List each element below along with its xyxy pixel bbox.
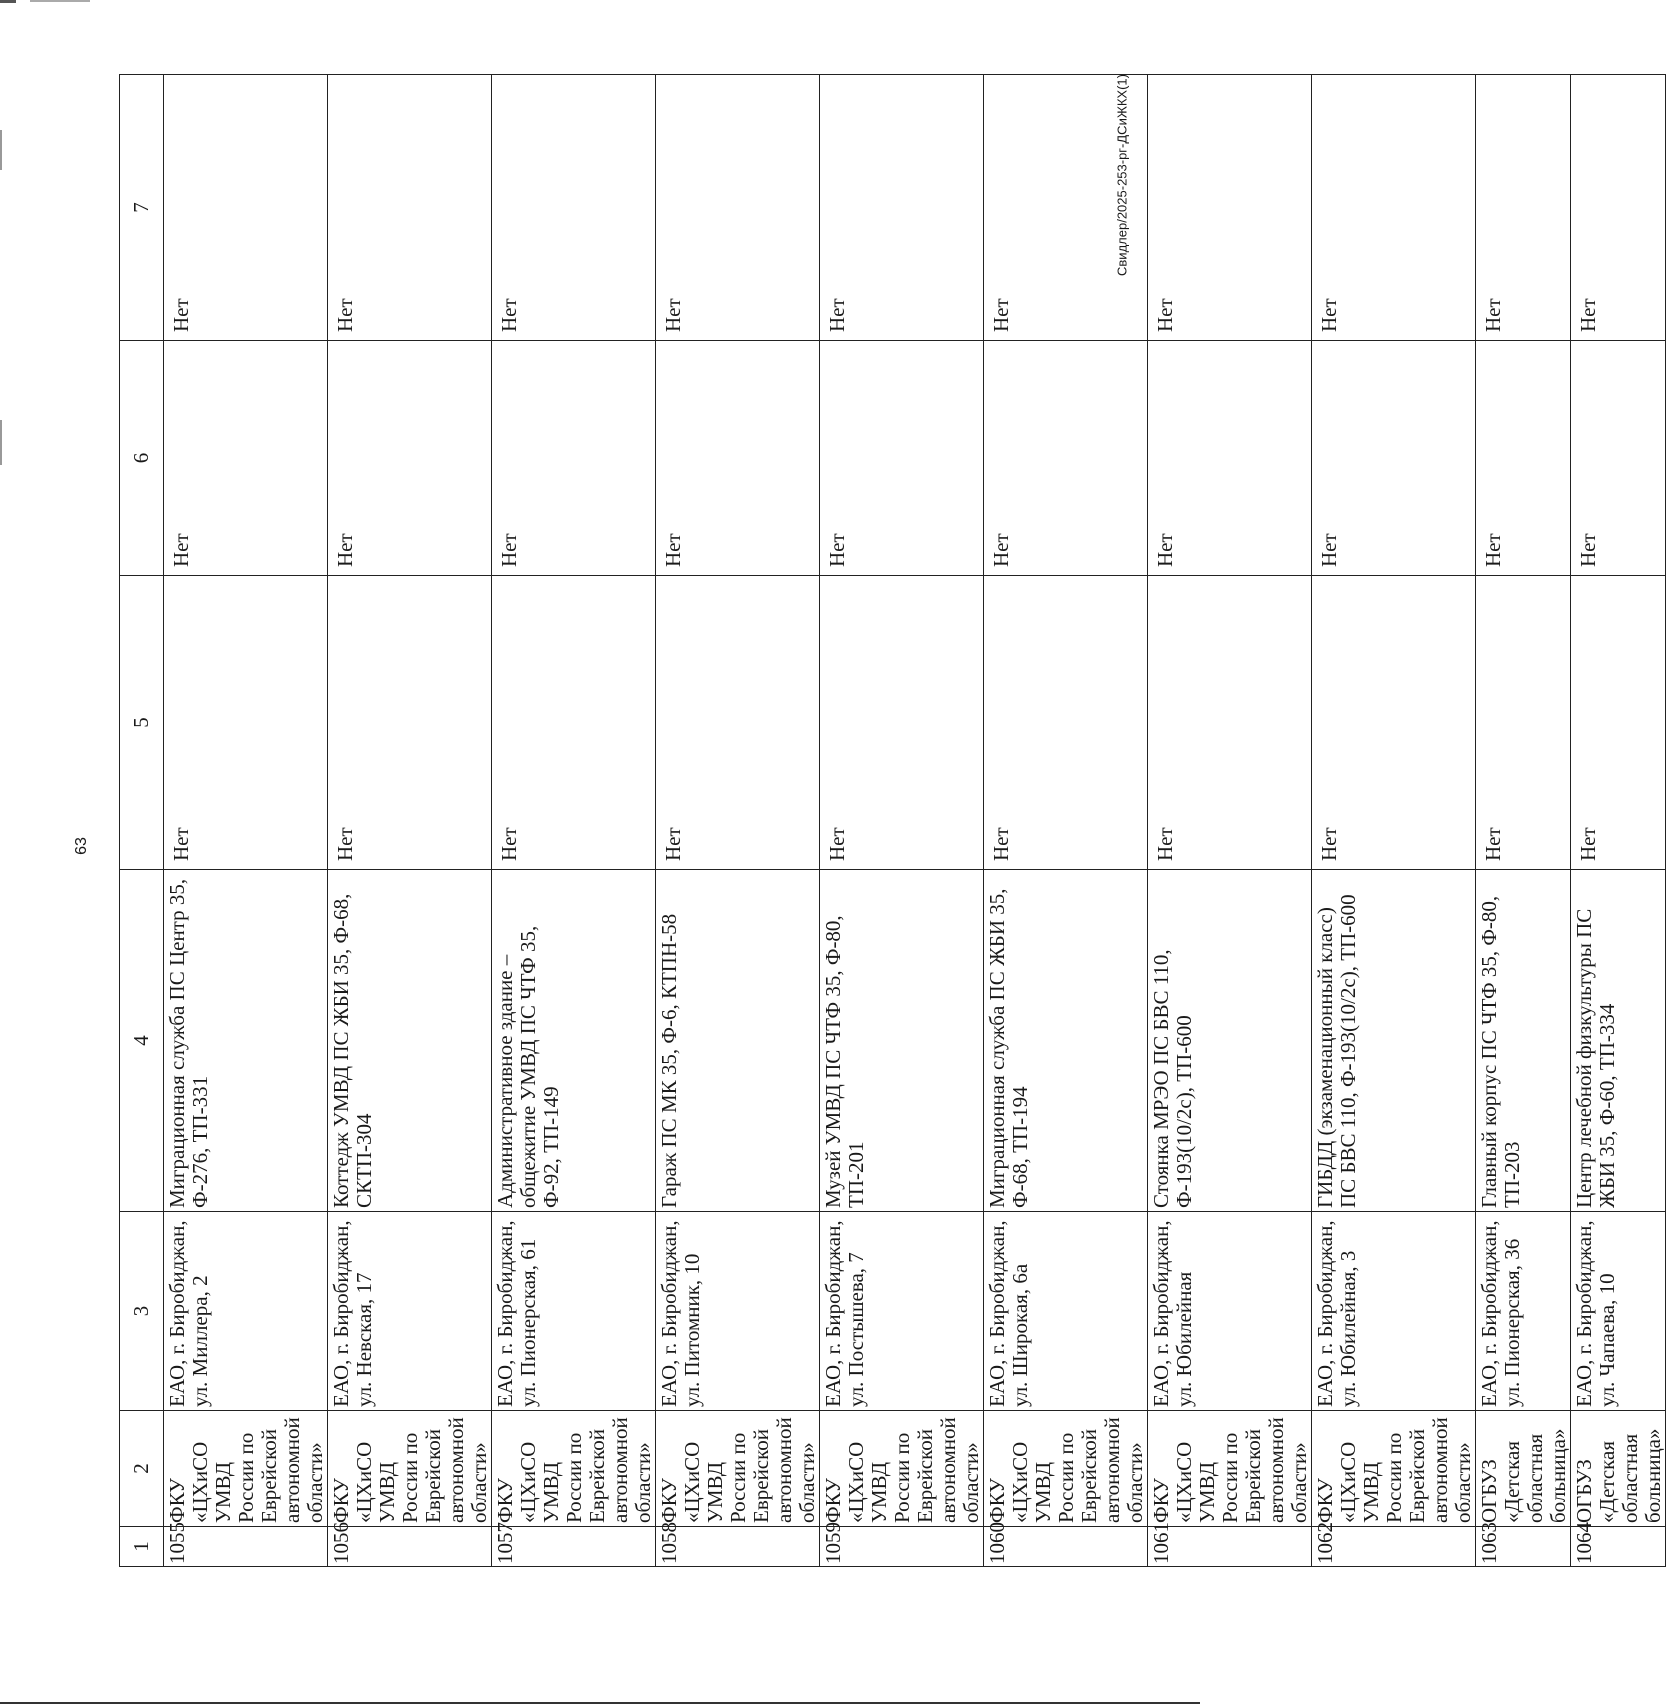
column-7-cell: Нет (984, 75, 1148, 341)
column-5-cell: Нет (1571, 576, 1666, 870)
scan-mark (30, 0, 90, 2)
column-header: 2 (120, 1411, 164, 1527)
address-cell: ЕАО, г. Биробиджан, ул. Невская, 17 (328, 1212, 492, 1411)
organization-cell: ФКУ «ЦХиСО УМВД России по Еврейской автономной области» (492, 1411, 656, 1527)
document-code: Свидлер/2025-253-рг-ДСиЖКХ(1) (1114, 74, 1130, 276)
column-5-cell: Нет (1476, 576, 1571, 870)
table-row (164, 75, 328, 1567)
object-cell: Главный корпус ПС ЧТФ 35, Ф-80, ТП-203 (1476, 870, 1571, 1212)
object-cell: Миграционная служба ПС ЖБИ 35, Ф-68, ТП-194 (984, 870, 1148, 1212)
column-5-cell: Нет (1312, 576, 1476, 870)
column-header: 7 (120, 75, 164, 341)
table-row (820, 75, 984, 1567)
organization-cell: ОГБУЗ «Детская областная больница» (1571, 1411, 1666, 1527)
column-header: 6 (120, 341, 164, 576)
row-number: 1055 (164, 1527, 328, 1567)
column-5-cell: Нет (164, 576, 328, 870)
column-7-cell: Нет (492, 75, 656, 341)
object-cell: Центр лечебной физкультуры ПС ЖБИ 35, Ф-60, ТП-334 (1571, 870, 1666, 1212)
row-number: 1064 (1571, 1527, 1666, 1567)
scan-bottom-edge (0, 1702, 1200, 1704)
column-6-cell: Нет (164, 341, 328, 576)
column-5-cell: Нет (1148, 576, 1312, 870)
column-7-cell: Нет (656, 75, 820, 341)
address-cell: ЕАО, г. Биробиджан, ул. Чапаева, 10 (1571, 1212, 1666, 1411)
row-number: 1063 (1476, 1527, 1571, 1567)
column-5-cell: Нет (328, 576, 492, 870)
column-5-cell: Нет (656, 576, 820, 870)
row-number: 1059 (820, 1527, 984, 1567)
column-7-cell: Нет (1571, 75, 1666, 341)
page-number: 63 (73, 837, 90, 855)
organization-cell: ФКУ «ЦХиСО УМВД России по Еврейской автономной области» (1312, 1411, 1476, 1527)
scan-mark (0, 0, 16, 3)
column-header: 3 (120, 1212, 164, 1411)
column-6-cell: Нет (656, 341, 820, 576)
column-7-cell: Нет (1312, 75, 1476, 341)
address-cell: ЕАО, г. Биробиджан, ул. Юбилейная (1148, 1212, 1312, 1411)
row-number: 1062 (1312, 1527, 1476, 1567)
organization-cell: ФКУ «ЦХиСО УМВД России по Еврейской автономной области» (328, 1411, 492, 1527)
column-7-cell: Нет (328, 75, 492, 341)
column-header: 5 (120, 576, 164, 870)
address-cell: ЕАО, г. Биробиджан, ул. Широкая, 6а (984, 1212, 1148, 1411)
organization-cell: ФКУ «ЦХиСО УМВД России по Еврейской автономной области» (984, 1411, 1148, 1527)
column-6-cell: Нет (984, 341, 1148, 576)
organization-cell: ФКУ «ЦХиСО УМВД России по Еврейской автономной области» (164, 1411, 328, 1527)
object-cell: ГИБДД (экзаменационный класс) ПС БВС 110, Ф-193(10/2с), ТП-600 (1312, 870, 1476, 1212)
address-cell: ЕАО, г. Биробиджан, ул. Пионерская, 36 (1476, 1212, 1571, 1411)
row-number: 1057 (492, 1527, 656, 1567)
row-number: 1058 (656, 1527, 820, 1567)
column-7-cell: Нет (1476, 75, 1571, 341)
object-cell: Коттедж УМВД ПС ЖБИ 35, Ф-68, СКТП-304 (328, 870, 492, 1212)
object-cell: Административное здание – общежитие УМВД ПС ЧТФ 35, Ф-92, ТП-149 (492, 870, 656, 1212)
column-7-cell: Нет (1148, 75, 1312, 341)
column-5-cell: Нет (492, 576, 656, 870)
table-row (1571, 75, 1666, 1567)
column-5-cell: Нет (820, 576, 984, 870)
address-cell: ЕАО, г. Биробиджан, ул. Постышева, 7 (820, 1212, 984, 1411)
column-6-cell: Нет (820, 341, 984, 576)
scan-mark (0, 420, 2, 465)
address-cell: ЕАО, г. Биробиджан, ул. Юбилейная, 3 (1312, 1212, 1476, 1411)
table-row (984, 75, 1148, 1567)
scan-mark (0, 130, 2, 170)
table-row (656, 75, 820, 1567)
object-cell: Гараж ПС МК 35, Ф-6, КТПН-58 (656, 870, 820, 1212)
header-row (120, 75, 164, 1567)
table-row (492, 75, 656, 1567)
object-cell: Миграционная служба ПС Центр 35, Ф-276, ТП-331 (164, 870, 328, 1212)
organization-cell: ФКУ «ЦХиСО УМВД России по Еврейской автономной области» (1148, 1411, 1312, 1527)
address-cell: ЕАО, г. Биробиджан, ул. Пионерская, 61 (492, 1212, 656, 1411)
column-header: 1 (120, 1527, 164, 1567)
row-number: 1056 (328, 1527, 492, 1567)
organization-cell: ФКУ «ЦХиСО УМВД России по Еврейской автономной области» (656, 1411, 820, 1527)
organization-cell: ОГБУЗ «Детская областная больница» (1476, 1411, 1571, 1527)
table-row (1312, 75, 1476, 1567)
data-table (119, 74, 1666, 1567)
column-7-cell: Нет (164, 75, 328, 341)
address-cell: ЕАО, г. Биробиджан, ул. Питомник, 10 (656, 1212, 820, 1411)
column-6-cell: Нет (1571, 341, 1666, 576)
object-cell: Музей УМВД ПС ЧТФ 35, Ф-80, ТП-201 (820, 870, 984, 1212)
column-6-cell: Нет (1476, 341, 1571, 576)
table-row (1476, 75, 1571, 1567)
row-number: 1060 (984, 1527, 1148, 1567)
address-cell: ЕАО, г. Биробиджан, ул. Миллера, 2 (164, 1212, 328, 1411)
column-6-cell: Нет (1148, 341, 1312, 576)
column-header: 4 (120, 870, 164, 1212)
column-6-cell: Нет (1312, 341, 1476, 576)
column-6-cell: Нет (328, 341, 492, 576)
table-row (328, 75, 492, 1567)
table-row (1148, 75, 1312, 1567)
column-7-cell: Нет (820, 75, 984, 341)
column-5-cell: Нет (984, 576, 1148, 870)
column-6-cell: Нет (492, 341, 656, 576)
object-cell: Стоянка МРЭО ПС БВС 110, Ф-193(10/2с), ТП-600 (1148, 870, 1312, 1212)
row-number: 1061 (1148, 1527, 1312, 1567)
organization-cell: ФКУ «ЦХиСО УМВД России по Еврейской автономной области» (820, 1411, 984, 1527)
